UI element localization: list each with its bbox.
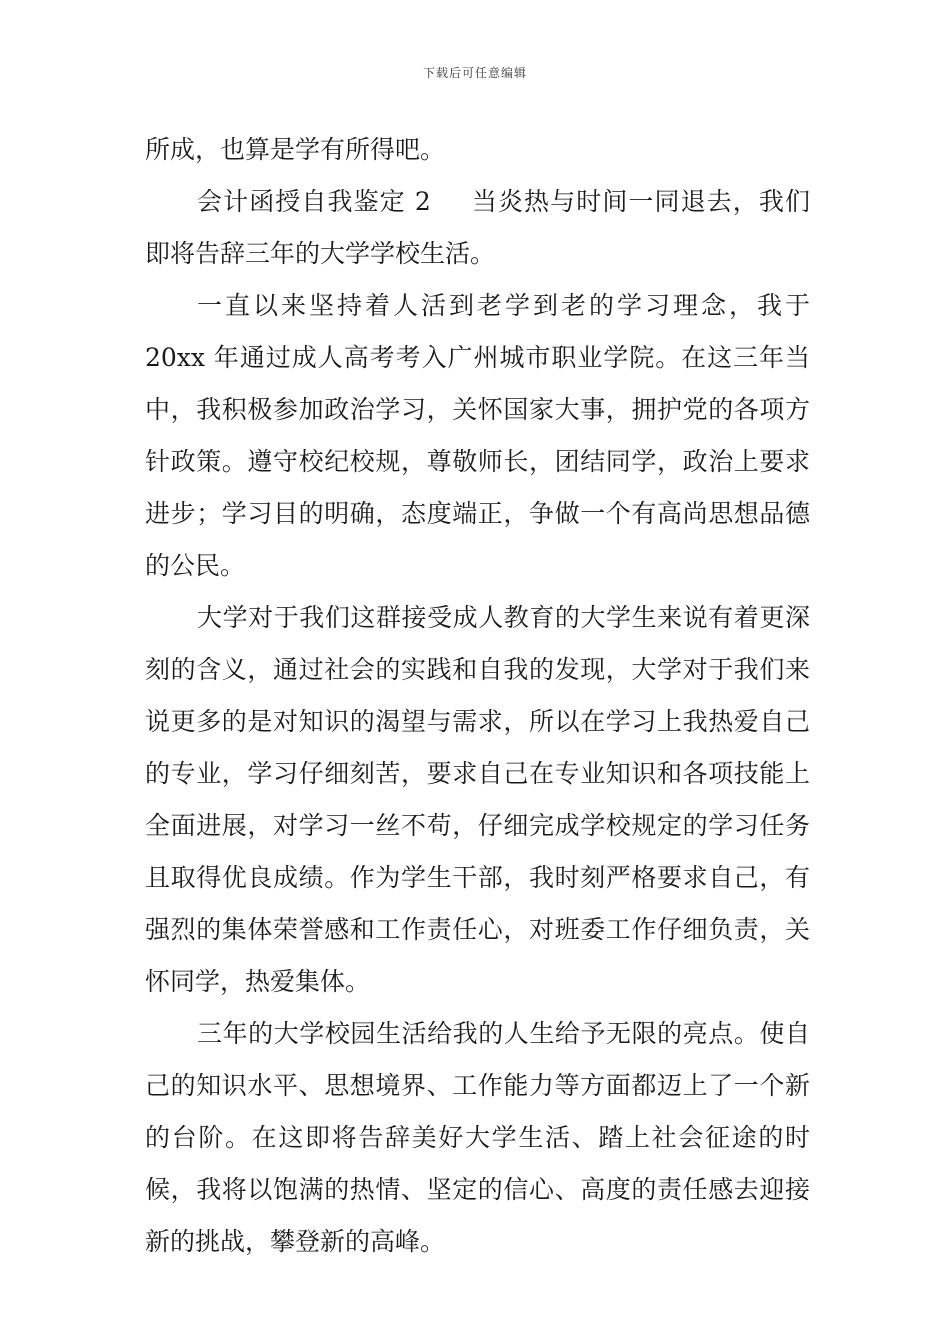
section-intro-text: 当炎热与时间一同退去，我们即将告辞三年的大学学校生活。 — [145, 187, 810, 268]
paragraph-campus-life: 三年的大学校园生活给我的人生给予无限的亮点。使自己的知识水平、思想境界、工作能力等方面都迈上了一个新的台阶。在这即将告辞美好大学生活、踏上社会征途的时候，我将以饱满的热情、坚定的信心、高度的责任感去迎接新的挑战，攀登新的高峰。 — [145, 1019, 810, 1256]
paragraph-study-philosophy: 一直以来坚持着人活到老学到老的学习理念，我于 20xx 年通过成人高考考入广州城市职业学院。在这三年当中，我积极参加政治学习，关怀国家大事，拥护党的各项方针政策。遵守校纪校规，尊敬师长，团结同学，政治上要求进步；学习目的明确，态度端正，争做一个有高尚思想品德的公民。 — [145, 291, 810, 580]
document-body — [145, 124, 810, 1268]
section-title: 会计函授自我鉴定 2 — [197, 187, 431, 216]
paragraph-section-title — [145, 176, 810, 280]
page-header: 下载后可任意编辑 — [422, 66, 527, 80]
paragraph-university-meaning: 大学对于我们这群接受成人教育的大学生来说有着更深刻的含义，通过社会的实践和自我的发现，大学对于我们来说更多的是对知识的渴望与需求，所以在学习上我热爱自己的专业，学习仔细刻苦，要求自己在专业知识和各项技能上全面进展，对学习一丝不苟，仔细完成学校规定的学习任务且取得优良成绩。作为学生干部，我时刻严格要求自己，有强烈的集体荣誉感和工作责任心，对班委工作仔细负责，关怀同学，热爱集体。 — [145, 603, 810, 996]
paragraph-continuation: 所成，也算是学有所得吧。 — [145, 135, 446, 164]
